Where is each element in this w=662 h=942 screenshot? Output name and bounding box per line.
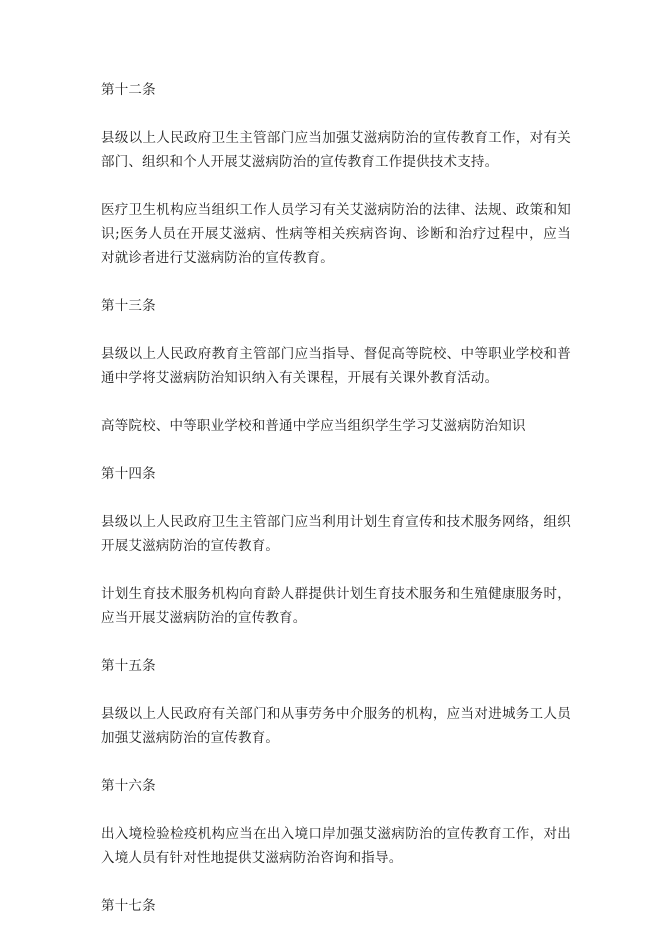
article-heading-13: 第十三条	[101, 298, 156, 314]
article-15-paragraph-1: 县级以上人民政府有关部门和从事劳务中介服务的机构，应当对进城务工人员加强艾滋病防治的宣传教育。	[101, 706, 571, 746]
article-12-paragraph-1: 县级以上人民政府卫生主管部门应当加强艾滋病防治的宣传教育工作，对有关部门、组织和个人开展艾滋病防治的宣传教育工作提供技术支持。	[101, 130, 571, 170]
article-heading-15: 第十五条	[101, 658, 156, 674]
article-13-paragraph-2: 高等院校、中等职业学校和普通中学应当组织学生学习艾滋病防治知识	[101, 418, 526, 434]
article-heading-14: 第十四条	[101, 466, 156, 482]
article-14-paragraph-2: 计划生育技术服务机构向育龄人群提供计划生育技术服务和生殖健康服务时，应当开展艾滋病防治的宣传教育。	[101, 586, 571, 626]
article-12-paragraph-2: 医疗卫生机构应当组织工作人员学习有关艾滋病防治的法律、法规、政策和知识;医务人员在开展艾滋病、性病等相关疾病咨询、诊断和治疗过程中，应当对就诊者进行艾滋病防治的宣传教育。	[101, 202, 571, 266]
document-page	[101, 78, 571, 942]
article-heading-16: 第十六条	[101, 778, 156, 794]
article-16-paragraph-1: 出入境检验检疫机构应当在出入境口岸加强艾滋病防治的宣传教育工作，对出入境人员有针对性地提供艾滋病防治咨询和指导。	[101, 826, 571, 866]
article-13-paragraph-1: 县级以上人民政府教育主管部门应当指导、督促高等院校、中等职业学校和普通中学将艾滋病防治知识纳入有关课程，开展有关课外教育活动。	[101, 346, 571, 386]
article-14-paragraph-1: 县级以上人民政府卫生主管部门应当利用计划生育宣传和技术服务网络，组织开展艾滋病防治的宣传教育。	[101, 514, 571, 554]
article-heading-12: 第十二条	[101, 82, 156, 98]
article-heading-17: 第十七条	[101, 898, 156, 914]
